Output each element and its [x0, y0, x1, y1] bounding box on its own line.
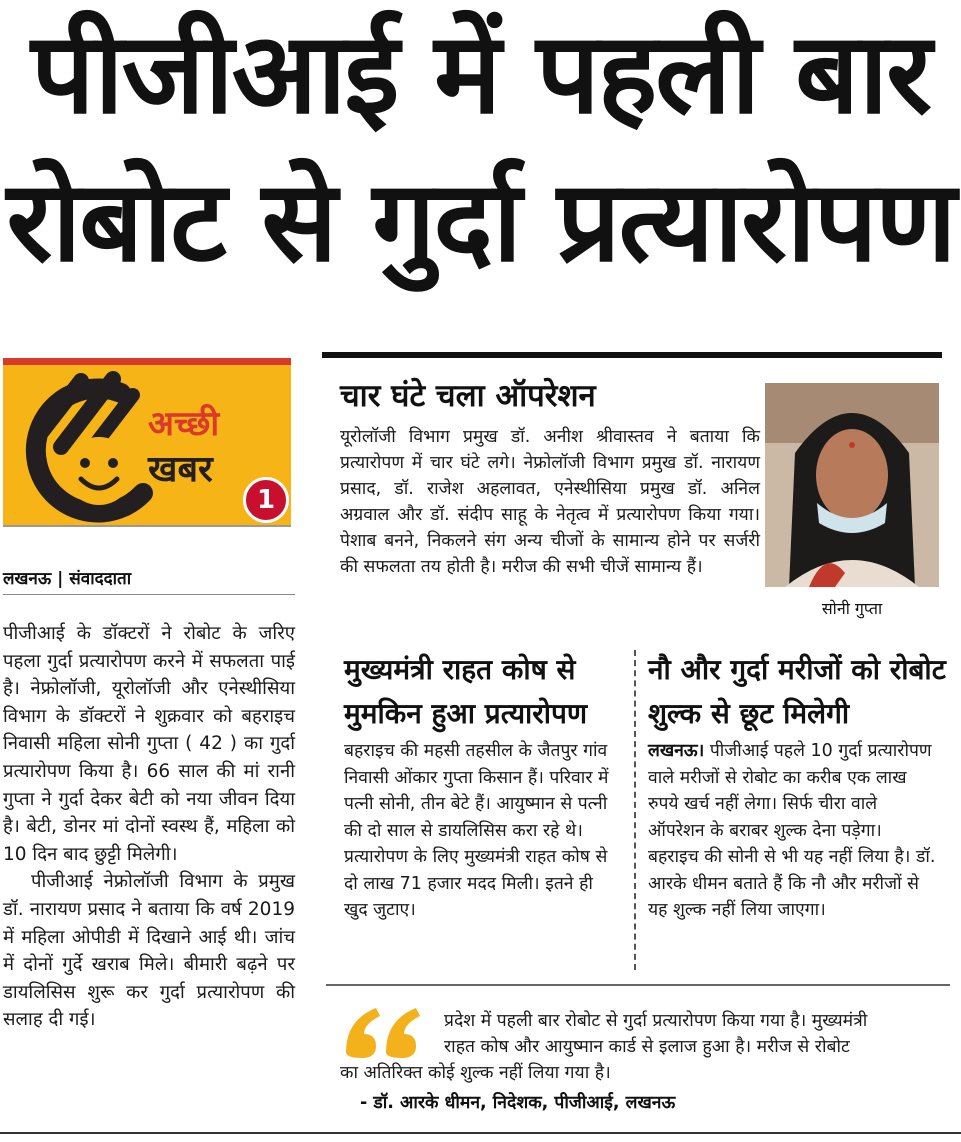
section1-body: यूरोलॉजी विभाग प्रमुख डॉ. अनीश श्रीवास्तव ने बताया कि प्रत्यारोपण में चार घंटे लगे। नेफ्रोलॉजी विभाग प्रमुख डॉ. नारायण प्रसाद, डॉ. राजेश अहलावत, एनेस्थीसिया प्रमुख डॉ. अनिल अग्रवाल और डॉ. संदीप साहू के नेतृत्व में प्रत्यारोपण किया गया। पेशाब बनने, निकलने संग अन्य चीजों के सामान्य होने पर सर्जरी की सफलता तय होती है। मरीज की सभी चीजें सामान्य हैं।	[340, 427, 760, 577]
left-paragraph-2: पीजीआई नेफ्रोलॉजी विभाग के प्रमुख डॉ. नारायण प्रसाद ने बताया कि वर्ष 2019 में महिला ओपीडी में दिखाने आई थी। जांच में दोनों गुर्दे खराब मिले। बीमारी बढ़ने पर डायलिसिस शुरू कर गुर्दा प्रत्यारोपण की सलाह दी गई।	[3, 871, 295, 1031]
section3-text: पीजीआई पहले 10 गुर्दा प्रत्यारोपण वाले मरीजों से रोबोट का करीब एक लाख रुपये खर्च नहीं लेगा। सिर्फ चीरा वाले ऑपरेशन के बराबर शुल्क देना पड़ेगा। बहराइच की सोनी से भी यह नहीं लिया है। डॉ. आरके धीमन बताते हैं कि नौ और मरीजों से यह शुल्क नहीं लिया जाएगा।	[648, 741, 936, 920]
photo-caption: सोनी गुप्ता	[821, 599, 883, 618]
page-bottom-rule	[0, 1132, 961, 1134]
quote-line-1: प्रदेश में पहली बार रोबोट से गुर्दा प्रत्यारोपण किया गया है। मुख्यमंत्री	[444, 1011, 868, 1031]
section3-title: नौ और गुर्दा मरीजों को रोबोट शुल्क से छूट मिलेगी	[648, 653, 946, 730]
section1-title: चार घंटे चला ऑपरेशन	[340, 378, 596, 414]
headline-line-1: पीजीआई में पहली बार	[31, 9, 930, 139]
byline-divider	[3, 594, 295, 595]
byline: लखनऊ | संवाददाता	[3, 569, 132, 589]
quote-top-rule	[326, 984, 950, 986]
section3-body	[648, 738, 938, 924]
section2-body: बहराइच की महसी तहसील के जैतपुर गांव निवासी ओंकार गुप्ता किसान हैं। परिवार में पत्नी सोनी, तीन बेटे हैं। आयुष्मान से पत्नी की दो साल से डायलिसिस करा रहे थे। प्रत्यारोपण के लिए मुख्यमंत्री राहत कोष से दो लाख 71 हजार मदद मिली। इतने ही खुद जुटाए।	[344, 741, 609, 920]
logo-bottom-rule	[3, 525, 291, 527]
logo-number-badge: 1	[243, 477, 289, 523]
achhi-khabar-logo	[3, 365, 291, 525]
logo-top-bar	[3, 358, 291, 365]
portrait-photo	[765, 383, 939, 587]
logo-word-khabar: खबर	[148, 449, 213, 490]
column-divider	[634, 650, 636, 970]
quote-author: - डॉ. आरके धीमन, निदेशक, पीजीआई, लखनऊ	[360, 1093, 676, 1113]
section3-dateline: लखनऊ।	[648, 741, 705, 761]
portrait-image	[765, 383, 939, 587]
quote-text	[340, 1008, 940, 1086]
left-article-body	[3, 620, 295, 1034]
logo-word-achhi: अच्छी	[148, 404, 220, 444]
section2-title: मुख्यमंत्री राहत कोष से मुमकिन हुआ प्रत्यारोपण	[344, 653, 588, 730]
section-top-rule	[322, 352, 942, 358]
quote-line-3: का अतिरिक्त कोई शुल्क नहीं लिया गया है।	[340, 1063, 611, 1083]
left-paragraph-1: पीजीआई के डॉक्टरों ने रोबोट के जरिए पहला गुर्दा प्रत्यारोपण करने में सफलता पाई है। नेफ्रोलॉजी, यूरोलॉजी और एनेस्थीसिया विभाग के डॉक्टरों ने शुक्रवार को बहराइच निवासी महिला सोनी गुप्ता ( 42 ) का गुर्दा प्रत्यारोपण किया है। 66 साल की मां रानी गुप्ता ने गुर्दा देकर बेटी को नया जीवन दिया है। बेटी, डोनर मां दोनों स्वस्थ हैं, महिला को 10 दिन बाद छुट्टी मिलेगी।	[3, 623, 295, 865]
headline-line-2: रोबोट से गुर्दा प्रत्यारोपण	[6, 157, 955, 287]
quote-line-2: राहत कोष और आयुष्मान कार्ड से इलाज हुआ है। मरीज से रोबोट	[444, 1037, 850, 1057]
